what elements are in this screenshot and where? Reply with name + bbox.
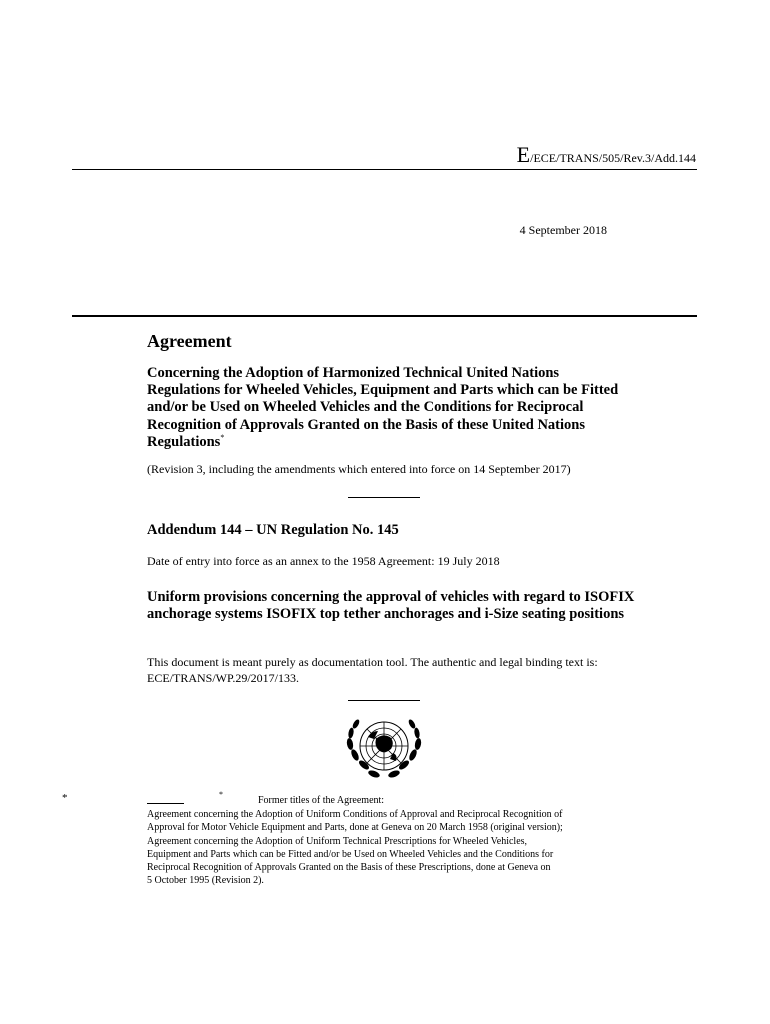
- footnote-line: 5 October 1995 (Revision 2).: [147, 875, 264, 887]
- regulation-title: Uniform provisions concerning the approval of vehicles with regard to ISOFIX anchorage systems ISOFIX top tether anchorages and i-Size seating positions: [147, 589, 635, 622]
- agreement-title-footnote-mark: *: [220, 432, 225, 442]
- un-emblem-icon: [338, 713, 430, 785]
- agreement-title: [147, 365, 627, 451]
- footnote-separator: [147, 803, 184, 804]
- footnote-body: [147, 808, 637, 888]
- entry-into-force-date: Date of entry into force as an annex to the 1958 Agreement: 19 July 2018: [147, 554, 500, 568]
- documentation-note: This document is meant purely as documentation tool. The authentic and legal binding text is: ECE/TRANS/WP.29/2017/133.: [147, 655, 598, 685]
- section-divider: [348, 700, 420, 701]
- footnote-line: Agreement concerning the Adoption of Uniform Technical Prescriptions for Wheeled Vehicles,: [147, 835, 528, 847]
- header-rule: [72, 169, 697, 170]
- document-symbol: [470, 142, 696, 168]
- footnote-marker-left: *: [62, 792, 68, 804]
- agreement-title-text: Concerning the Adoption of Harmonized Technical United Nations Regulations for Wheeled Vehicles, Equipment and Parts which can be Fitted and/or be Used on Wheeled Vehicles and the Conditions for Reciprocal Recognition of Approvals Granted on the Basis of these United Nations Regulations: [147, 365, 619, 450]
- footnote-intro: Former titles of the Agreement:: [258, 795, 385, 806]
- footnote-line: Approval for Motor Vehicle Equipment and Parts, done at Geneva on 20 March 1958 (original version);: [147, 822, 563, 834]
- footnote-line: Reciprocal Recognition of Approvals Granted on the Basis of these Prescriptions, done at Geneva on: [147, 862, 551, 874]
- agreement-heading: Agreement: [147, 331, 232, 351]
- title-rule: [72, 315, 697, 317]
- footnote-line: Agreement concerning the Adoption of Uniform Conditions of Approval and Reciprocal Recognition of: [147, 809, 563, 820]
- addendum-heading: Addendum 144 – UN Regulation No. 145: [147, 522, 399, 538]
- section-divider: [348, 497, 420, 498]
- document-symbol-code: /ECE/TRANS/505/Rev.3/Add.144: [530, 151, 696, 165]
- footnote-marker: *: [219, 790, 223, 799]
- document-symbol-letter: E: [516, 142, 531, 167]
- revision-note: (Revision 3, including the amendments which entered into force on 14 September 2017): [147, 462, 571, 476]
- document-date: 4 September 2018: [519, 223, 607, 237]
- footnote-line: Equipment and Parts which can be Fitted and/or be Used on Wheeled Vehicles and the Conditions for: [147, 848, 554, 860]
